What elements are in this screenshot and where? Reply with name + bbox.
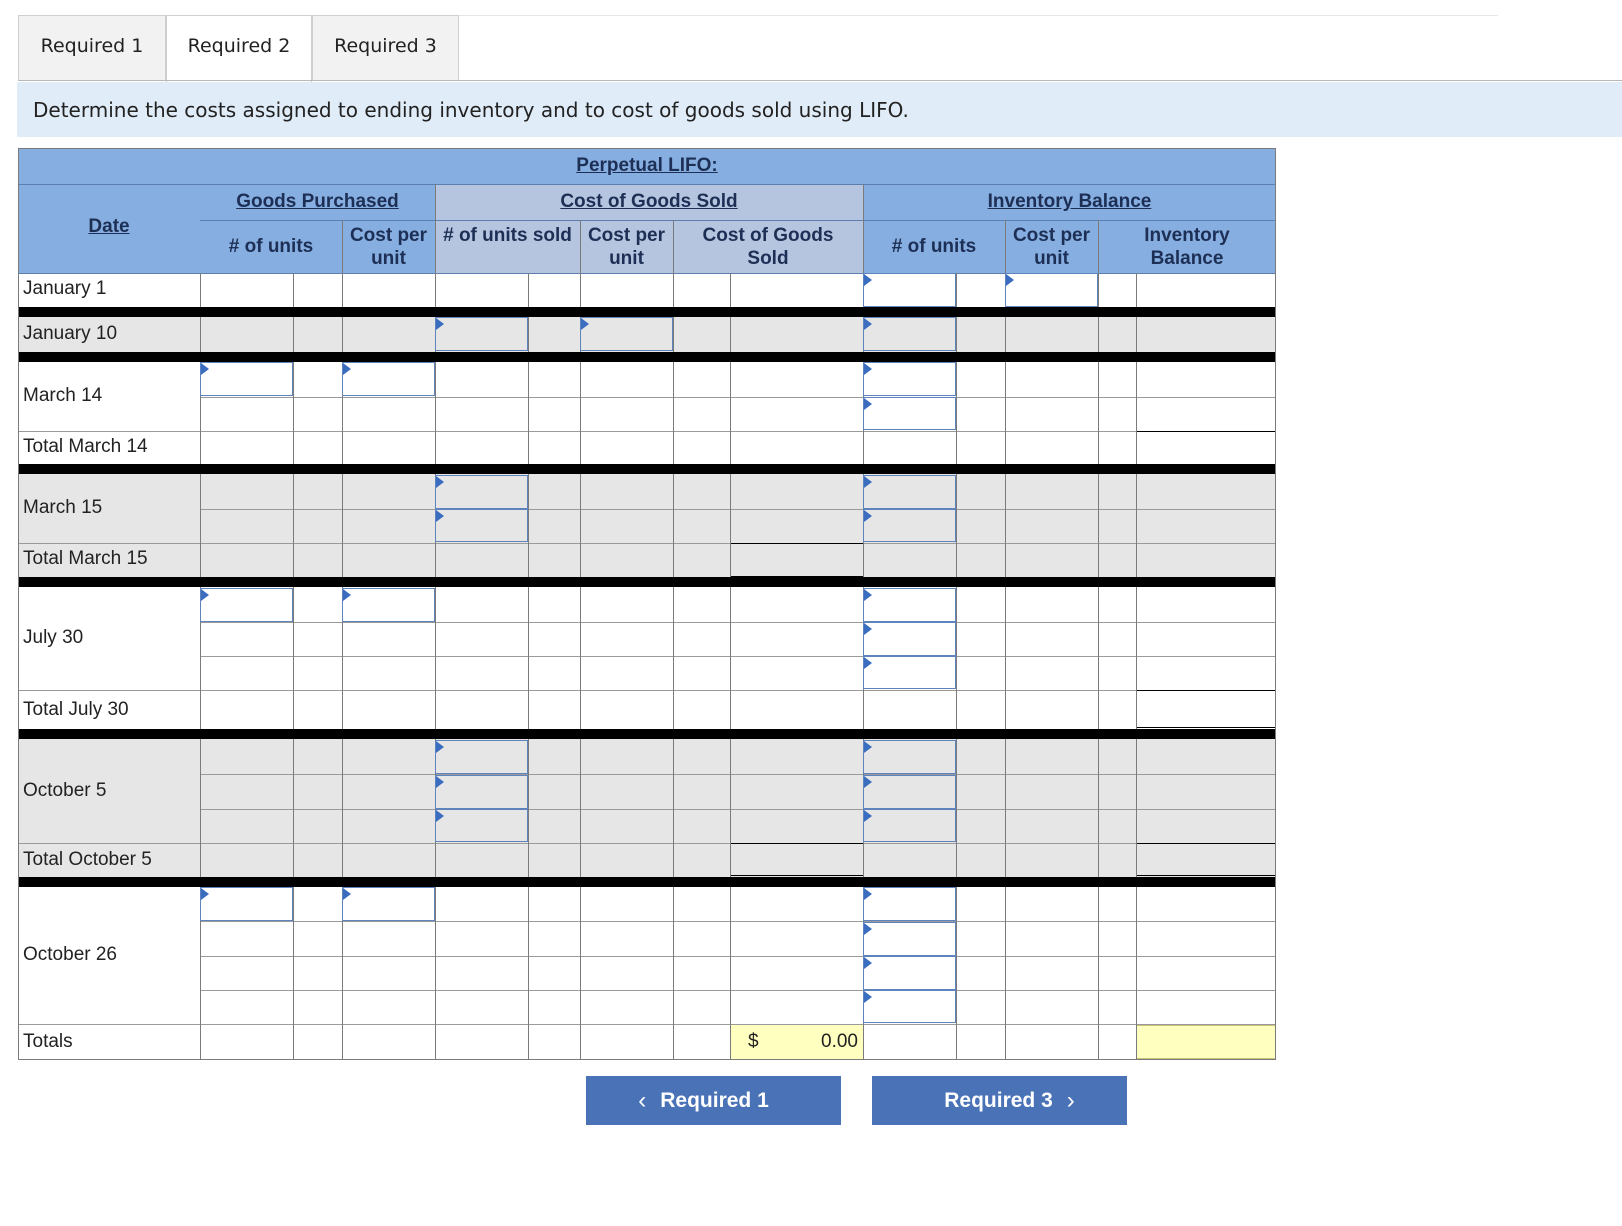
- shade-oct5: [18, 739, 1276, 877]
- section-separator: [18, 729, 1276, 739]
- col-line: [1136, 273, 1137, 1060]
- row-line: [18, 1024, 1276, 1025]
- oct26-inventory-units-input-1[interactable]: [863, 887, 956, 921]
- col-sold-units: # of units sold: [435, 220, 580, 273]
- oct26-purchased-units-input[interactable]: [200, 887, 293, 921]
- row-line-total: [1136, 843, 1276, 844]
- table-title-row: [18, 148, 1276, 184]
- hdr-line-2: [200, 220, 1276, 221]
- jul30-inventory-units-input-1[interactable]: [863, 588, 956, 622]
- mar14-purchased-cost-input[interactable]: [342, 362, 435, 396]
- cogs-group-label: Cost of Goods Sold: [560, 191, 738, 212]
- inventory-group-header: [863, 184, 1276, 220]
- row-line: [18, 543, 1276, 544]
- row-label-oct26: October 26: [23, 944, 117, 965]
- mar14-inventory-units-input-2[interactable]: [863, 397, 956, 430]
- row-line-total: [1136, 690, 1276, 691]
- row-label-mar15: March 15: [23, 497, 103, 518]
- row-line: [200, 990, 1276, 991]
- row-line: [200, 956, 1276, 957]
- jan10-sold-cost-input[interactable]: [580, 317, 673, 351]
- tab-required-1[interactable]: Required 1: [18, 15, 166, 81]
- tab-required-2[interactable]: Required 2: [166, 15, 312, 82]
- prev-required-1-button[interactable]: [586, 1076, 841, 1125]
- jul30-purchased-cost-input[interactable]: [342, 588, 435, 622]
- mar15-sold-units-input-1[interactable]: [435, 475, 528, 509]
- row-line-total: [1136, 431, 1276, 432]
- row-label-totals: Totals: [23, 1031, 73, 1052]
- chevron-right-icon: ›: [1066, 1086, 1075, 1114]
- mar15-inventory-units-input-1[interactable]: [863, 475, 956, 509]
- jul30-inventory-units-input-3[interactable]: [863, 656, 956, 689]
- oct5-inventory-units-input-2[interactable]: [863, 775, 956, 809]
- lifo-worksheet: [18, 148, 1276, 1060]
- oct5-sold-units-input-1[interactable]: [435, 740, 528, 774]
- col-line: [1098, 220, 1099, 1060]
- oct5-inventory-units-input-1[interactable]: [863, 740, 956, 774]
- col-line: [528, 273, 529, 1060]
- row-line-total: [1136, 875, 1276, 876]
- row-label-mar14: March 14: [23, 385, 103, 406]
- row-line: [200, 921, 1276, 922]
- purchased-group-header: [200, 184, 435, 220]
- col-purchased-cost: Cost per unit: [342, 220, 435, 273]
- col-line: [293, 273, 294, 1060]
- mar15-sold-units-input-2[interactable]: [435, 509, 528, 542]
- totals-cogs-value: 0.00: [821, 1031, 858, 1052]
- oct26-purchased-cost-input[interactable]: [342, 887, 435, 921]
- row-line: [18, 431, 1276, 432]
- section-separator: [18, 464, 1276, 474]
- col-line: [730, 273, 731, 1060]
- row-label-jul30-total: Total July 30: [23, 699, 129, 720]
- row-line: [200, 809, 1276, 810]
- inventory-group-label: Inventory Balance: [987, 191, 1152, 212]
- prev-button-label: Required 1: [660, 1088, 769, 1112]
- row-label-jan10: January 10: [23, 323, 118, 344]
- row-line: [200, 774, 1276, 775]
- col-sold-cost: Cost per unit: [580, 220, 673, 273]
- totals-inventory-highlight: [1136, 1025, 1276, 1059]
- col-inventory-cost: Cost per unit: [1005, 220, 1098, 273]
- row-label-jul30: July 30: [23, 627, 84, 648]
- col-cogs-total: Cost of Goods Sold: [673, 220, 863, 273]
- jan1-inventory-units-input[interactable]: [863, 273, 956, 307]
- tab-required-3[interactable]: Required 3: [312, 15, 459, 81]
- col-inventory-total: Inventory Balance: [1098, 220, 1276, 273]
- oct5-sold-units-input-2[interactable]: [435, 775, 528, 809]
- oct5-inventory-units-input-3[interactable]: [863, 809, 956, 842]
- row-line-total: [730, 875, 863, 876]
- hdr-line-1: [18, 184, 1276, 185]
- jul30-inventory-units-input-2[interactable]: [863, 622, 956, 656]
- row-line: [200, 509, 1276, 510]
- col-inventory-units: # of units: [863, 220, 1005, 273]
- row-label-mar14-total: Total March 14: [23, 436, 148, 457]
- row-line-total: [730, 543, 863, 544]
- row-line: [18, 843, 1276, 844]
- oct5-sold-units-input-3[interactable]: [435, 809, 528, 842]
- oct26-inventory-units-input-2[interactable]: [863, 922, 956, 956]
- date-header: Date: [88, 216, 130, 237]
- oct26-inventory-units-input-4[interactable]: [863, 990, 956, 1023]
- next-button-label: Required 3: [944, 1088, 1053, 1112]
- row-line: [18, 1059, 1276, 1060]
- table-title: Perpetual LIFO:: [576, 155, 718, 176]
- jan1-inventory-cost-input[interactable]: [1005, 273, 1098, 307]
- tab-bar-baseline: [18, 80, 1622, 81]
- section-separator: [18, 877, 1276, 887]
- row-line: [200, 622, 1276, 623]
- row-label-jan1: January 1: [23, 278, 107, 299]
- row-line: [200, 397, 1276, 398]
- next-required-3-button[interactable]: [872, 1076, 1127, 1125]
- jan10-sold-units-input[interactable]: [435, 317, 528, 351]
- row-label-oct5: October 5: [23, 780, 107, 801]
- oct26-inventory-units-input-3[interactable]: [863, 956, 956, 990]
- row-label-oct5-total: Total October 5: [23, 849, 152, 870]
- jan10-inventory-units-input[interactable]: [863, 317, 956, 351]
- col-line: [342, 220, 343, 1060]
- col-line: [956, 273, 957, 1060]
- section-separator: [18, 307, 1276, 317]
- totals-cogs-currency: $: [748, 1031, 759, 1052]
- mar14-purchased-units-input[interactable]: [200, 362, 293, 396]
- mar15-inventory-units-input-2[interactable]: [863, 509, 956, 542]
- purchased-group-label: Goods Purchased: [236, 191, 399, 212]
- mar14-inventory-units-input-1[interactable]: [863, 362, 956, 396]
- cogs-group-header: [435, 184, 863, 220]
- col-line: [673, 220, 674, 1060]
- section-separator: [18, 577, 1276, 587]
- col-line: [1005, 220, 1006, 1060]
- col-purchased-units: # of units: [200, 220, 342, 273]
- jul30-purchased-units-input[interactable]: [200, 588, 293, 622]
- chevron-left-icon: ‹: [638, 1086, 647, 1114]
- row-label-mar15-total: Total March 15: [23, 548, 148, 569]
- row-line-total: [730, 843, 863, 844]
- tab-bar: [18, 15, 1622, 81]
- row-line: [200, 656, 1276, 657]
- row-line-total: [1136, 727, 1276, 728]
- date-header-cell: [18, 184, 200, 273]
- instruction-text: Determine the costs assigned to ending inventory and to cost of goods sold using LIFO.: [17, 82, 1622, 137]
- row-line: [18, 690, 1276, 691]
- shade-mar15: [18, 474, 1276, 577]
- section-separator: [18, 352, 1276, 362]
